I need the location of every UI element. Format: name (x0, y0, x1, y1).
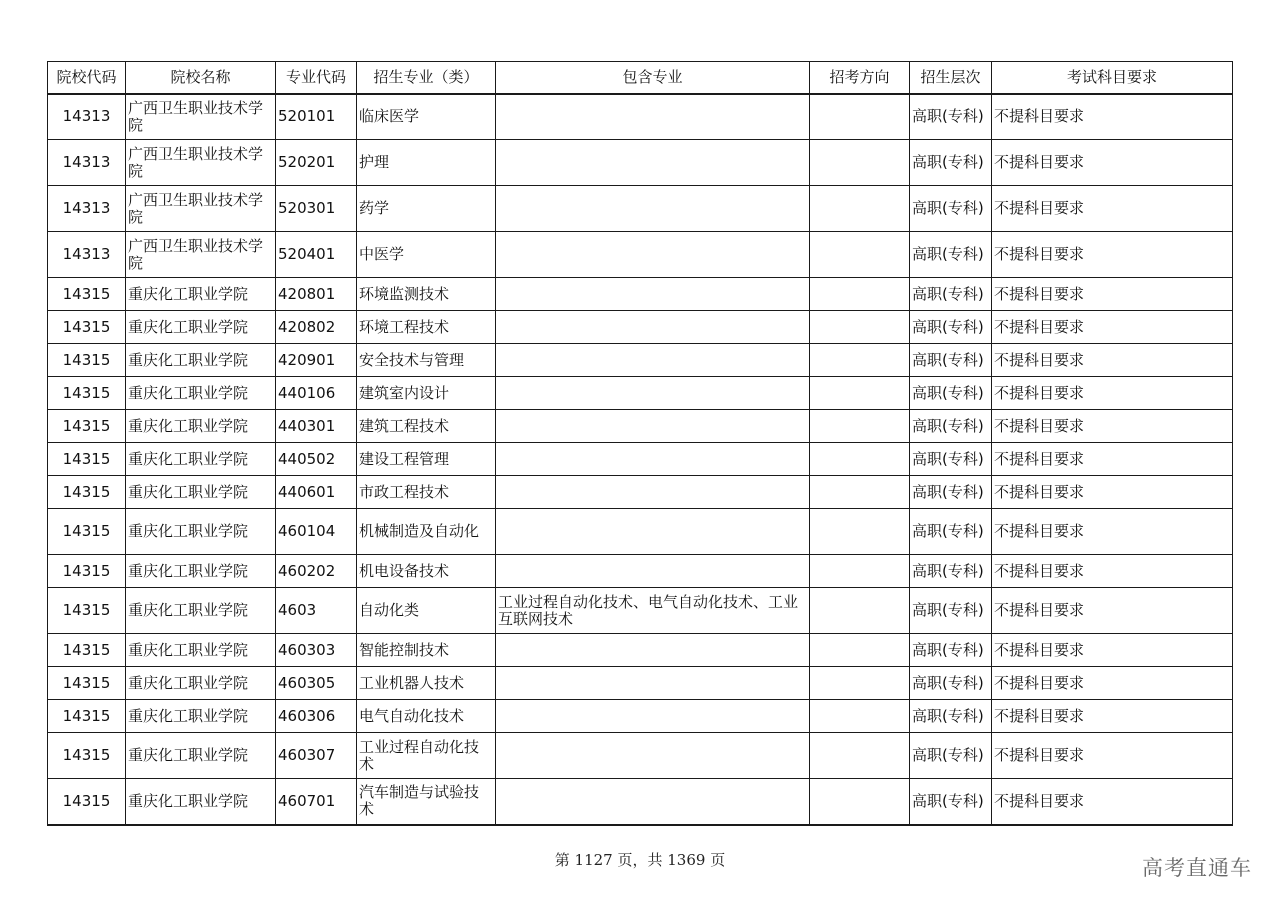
cell-direction (810, 667, 910, 700)
cell-included-majors (496, 311, 810, 344)
cell-level: 高职(专科) (910, 94, 992, 140)
table-row (48, 555, 1233, 588)
table-row (48, 344, 1233, 377)
cell-major: 药学 (357, 186, 496, 232)
cell-included-majors (496, 377, 810, 410)
cell-included-majors (496, 555, 810, 588)
cell-included-majors: 工业过程自动化技术、电气自动化技术、工业互联网技术 (496, 588, 810, 634)
table-row (48, 377, 1233, 410)
cell-subject-requirements: 不提科目要求 (992, 476, 1233, 509)
cell-major: 临床医学 (357, 94, 496, 140)
cell-major: 环境工程技术 (357, 311, 496, 344)
table-row (48, 779, 1233, 825)
cell-major: 中医学 (357, 232, 496, 278)
header-major-code: 专业代码 (276, 62, 357, 94)
cell-subject-requirements: 不提科目要求 (992, 377, 1233, 410)
cell-level: 高职(专科) (910, 140, 992, 186)
cell-included-majors (496, 509, 810, 555)
cell-level: 高职(专科) (910, 311, 992, 344)
cell-level: 高职(专科) (910, 186, 992, 232)
cell-subject-requirements: 不提科目要求 (992, 311, 1233, 344)
cell-major-code: 440301 (276, 410, 357, 443)
cell-subject-requirements: 不提科目要求 (992, 232, 1233, 278)
cell-level: 高职(专科) (910, 232, 992, 278)
header-school-name: 院校名称 (126, 62, 276, 94)
cell-level: 高职(专科) (910, 344, 992, 377)
cell-major-code: 460202 (276, 555, 357, 588)
cell-major: 机械制造及自动化 (357, 509, 496, 555)
cell-major-code: 420802 (276, 311, 357, 344)
cell-subject-requirements: 不提科目要求 (992, 555, 1233, 588)
cell-school-name: 重庆化工职业学院 (126, 779, 276, 825)
cell-school-code: 14315 (48, 377, 126, 410)
cell-included-majors (496, 344, 810, 377)
table-row (48, 667, 1233, 700)
cell-school-code: 14315 (48, 779, 126, 825)
cell-major-code: 460701 (276, 779, 357, 825)
cell-school-name: 重庆化工职业学院 (126, 278, 276, 311)
table-row (48, 476, 1233, 509)
cell-school-code: 14315 (48, 278, 126, 311)
cell-school-name: 重庆化工职业学院 (126, 555, 276, 588)
cell-subject-requirements: 不提科目要求 (992, 410, 1233, 443)
cell-subject-requirements: 不提科目要求 (992, 344, 1233, 377)
cell-subject-requirements: 不提科目要求 (992, 186, 1233, 232)
cell-school-code: 14315 (48, 555, 126, 588)
cell-level: 高职(专科) (910, 700, 992, 733)
cell-direction (810, 186, 910, 232)
cell-major: 智能控制技术 (357, 634, 496, 667)
cell-major-code: 460306 (276, 700, 357, 733)
cell-major-code: 440601 (276, 476, 357, 509)
table-row (48, 443, 1233, 476)
cell-subject-requirements: 不提科目要求 (992, 278, 1233, 311)
cell-major: 安全技术与管理 (357, 344, 496, 377)
cell-subject-requirements: 不提科目要求 (992, 733, 1233, 779)
cell-major: 工业过程自动化技术 (357, 733, 496, 779)
cell-school-name: 广西卫生职业技术学院 (126, 140, 276, 186)
cell-school-name: 广西卫生职业技术学院 (126, 94, 276, 140)
cell-major-code: 520101 (276, 94, 357, 140)
table-row (48, 311, 1233, 344)
cell-direction (810, 555, 910, 588)
table-row (48, 278, 1233, 311)
cell-major-code: 440106 (276, 377, 357, 410)
cell-level: 高职(专科) (910, 555, 992, 588)
cell-direction (810, 476, 910, 509)
cell-included-majors (496, 700, 810, 733)
cell-school-code: 14313 (48, 94, 126, 140)
cell-school-name: 重庆化工职业学院 (126, 667, 276, 700)
table-row (48, 140, 1233, 186)
cell-school-name: 重庆化工职业学院 (126, 377, 276, 410)
cell-school-name: 重庆化工职业学院 (126, 634, 276, 667)
cell-included-majors (496, 94, 810, 140)
cell-direction (810, 278, 910, 311)
cell-included-majors (496, 667, 810, 700)
cell-subject-requirements: 不提科目要求 (992, 509, 1233, 555)
cell-school-code: 14315 (48, 443, 126, 476)
header-row (48, 62, 1233, 94)
cell-direction (810, 588, 910, 634)
header-included-majors: 包含专业 (496, 62, 810, 94)
cell-school-code: 14313 (48, 232, 126, 278)
table-row (48, 588, 1233, 634)
cell-level: 高职(专科) (910, 278, 992, 311)
cell-level: 高职(专科) (910, 476, 992, 509)
cell-major: 机电设备技术 (357, 555, 496, 588)
cell-subject-requirements: 不提科目要求 (992, 779, 1233, 825)
cell-major-code: 520401 (276, 232, 357, 278)
cell-subject-requirements: 不提科目要求 (992, 588, 1233, 634)
table-row (48, 509, 1233, 555)
cell-major: 自动化类 (357, 588, 496, 634)
cell-direction (810, 344, 910, 377)
admission-table (47, 61, 1233, 826)
cell-included-majors (496, 140, 810, 186)
table-row (48, 94, 1233, 140)
cell-direction (810, 94, 910, 140)
cell-school-name: 重庆化工职业学院 (126, 311, 276, 344)
cell-school-name: 广西卫生职业技术学院 (126, 186, 276, 232)
cell-subject-requirements: 不提科目要求 (992, 140, 1233, 186)
cell-level: 高职(专科) (910, 733, 992, 779)
table-row (48, 410, 1233, 443)
cell-school-code: 14315 (48, 509, 126, 555)
cell-direction (810, 410, 910, 443)
cell-major: 建筑室内设计 (357, 377, 496, 410)
header-school-code: 院校代码 (48, 62, 126, 94)
cell-major: 市政工程技术 (357, 476, 496, 509)
cell-school-code: 14313 (48, 186, 126, 232)
page-number: 第 1127 页，共 1369 页 (554, 851, 726, 869)
cell-included-majors (496, 443, 810, 476)
cell-subject-requirements: 不提科目要求 (992, 667, 1233, 700)
cell-major: 工业机器人技术 (357, 667, 496, 700)
cell-school-code: 14315 (48, 311, 126, 344)
cell-school-code: 14315 (48, 634, 126, 667)
cell-school-name: 重庆化工职业学院 (126, 733, 276, 779)
cell-school-code: 14315 (48, 700, 126, 733)
watermark-logo-text: 高考直通车 (1142, 856, 1252, 880)
cell-school-name: 重庆化工职业学院 (126, 443, 276, 476)
header-subject-requirements: 考试科目要求 (992, 62, 1233, 94)
cell-school-name: 重庆化工职业学院 (126, 476, 276, 509)
cell-subject-requirements: 不提科目要求 (992, 700, 1233, 733)
cell-subject-requirements: 不提科目要求 (992, 94, 1233, 140)
header-direction: 招考方向 (810, 62, 910, 94)
cell-major-code: 420901 (276, 344, 357, 377)
cell-direction (810, 779, 910, 825)
cell-major-code: 4603 (276, 588, 357, 634)
cell-school-code: 14315 (48, 410, 126, 443)
table-row (48, 700, 1233, 733)
cell-included-majors (496, 232, 810, 278)
cell-level: 高职(专科) (910, 588, 992, 634)
cell-major: 环境监测技术 (357, 278, 496, 311)
cell-school-name: 重庆化工职业学院 (126, 588, 276, 634)
cell-subject-requirements: 不提科目要求 (992, 443, 1233, 476)
cell-direction (810, 509, 910, 555)
table-row (48, 733, 1233, 779)
cell-major-code: 460104 (276, 509, 357, 555)
cell-direction (810, 443, 910, 476)
cell-major-code: 520301 (276, 186, 357, 232)
cell-school-name: 广西卫生职业技术学院 (126, 232, 276, 278)
cell-major: 汽车制造与试验技术 (357, 779, 496, 825)
cell-included-majors (496, 733, 810, 779)
cell-direction (810, 140, 910, 186)
table-row (48, 186, 1233, 232)
cell-major-code: 460307 (276, 733, 357, 779)
cell-major-code: 460305 (276, 667, 357, 700)
cell-major-code: 440502 (276, 443, 357, 476)
cell-level: 高职(专科) (910, 779, 992, 825)
cell-level: 高职(专科) (910, 634, 992, 667)
cell-major: 建筑工程技术 (357, 410, 496, 443)
cell-included-majors (496, 278, 810, 311)
cell-included-majors (496, 410, 810, 443)
cell-school-code: 14315 (48, 476, 126, 509)
cell-school-code: 14315 (48, 588, 126, 634)
cell-included-majors (496, 779, 810, 825)
cell-school-name: 重庆化工职业学院 (126, 344, 276, 377)
cell-level: 高职(专科) (910, 410, 992, 443)
cell-major: 护理 (357, 140, 496, 186)
cell-direction (810, 311, 910, 344)
cell-school-code: 14315 (48, 733, 126, 779)
cell-included-majors (496, 186, 810, 232)
cell-direction (810, 634, 910, 667)
cell-subject-requirements: 不提科目要求 (992, 634, 1233, 667)
cell-included-majors (496, 634, 810, 667)
cell-major-code: 460303 (276, 634, 357, 667)
cell-school-name: 重庆化工职业学院 (126, 700, 276, 733)
table-body (48, 94, 1233, 825)
cell-major-code: 420801 (276, 278, 357, 311)
cell-level: 高职(专科) (910, 377, 992, 410)
cell-direction (810, 733, 910, 779)
cell-school-name: 重庆化工职业学院 (126, 509, 276, 555)
cell-level: 高职(专科) (910, 667, 992, 700)
cell-school-code: 14313 (48, 140, 126, 186)
cell-school-name: 重庆化工职业学院 (126, 410, 276, 443)
cell-level: 高职(专科) (910, 509, 992, 555)
cell-major-code: 520201 (276, 140, 357, 186)
header-major: 招生专业（类） (357, 62, 496, 94)
table-row (48, 232, 1233, 278)
cell-direction (810, 700, 910, 733)
cell-level: 高职(专科) (910, 443, 992, 476)
cell-included-majors (496, 476, 810, 509)
cell-major: 电气自动化技术 (357, 700, 496, 733)
cell-school-code: 14315 (48, 344, 126, 377)
header-level: 招生层次 (910, 62, 992, 94)
cell-major: 建设工程管理 (357, 443, 496, 476)
cell-direction (810, 232, 910, 278)
cell-school-code: 14315 (48, 667, 126, 700)
cell-direction (810, 377, 910, 410)
table-row (48, 634, 1233, 667)
